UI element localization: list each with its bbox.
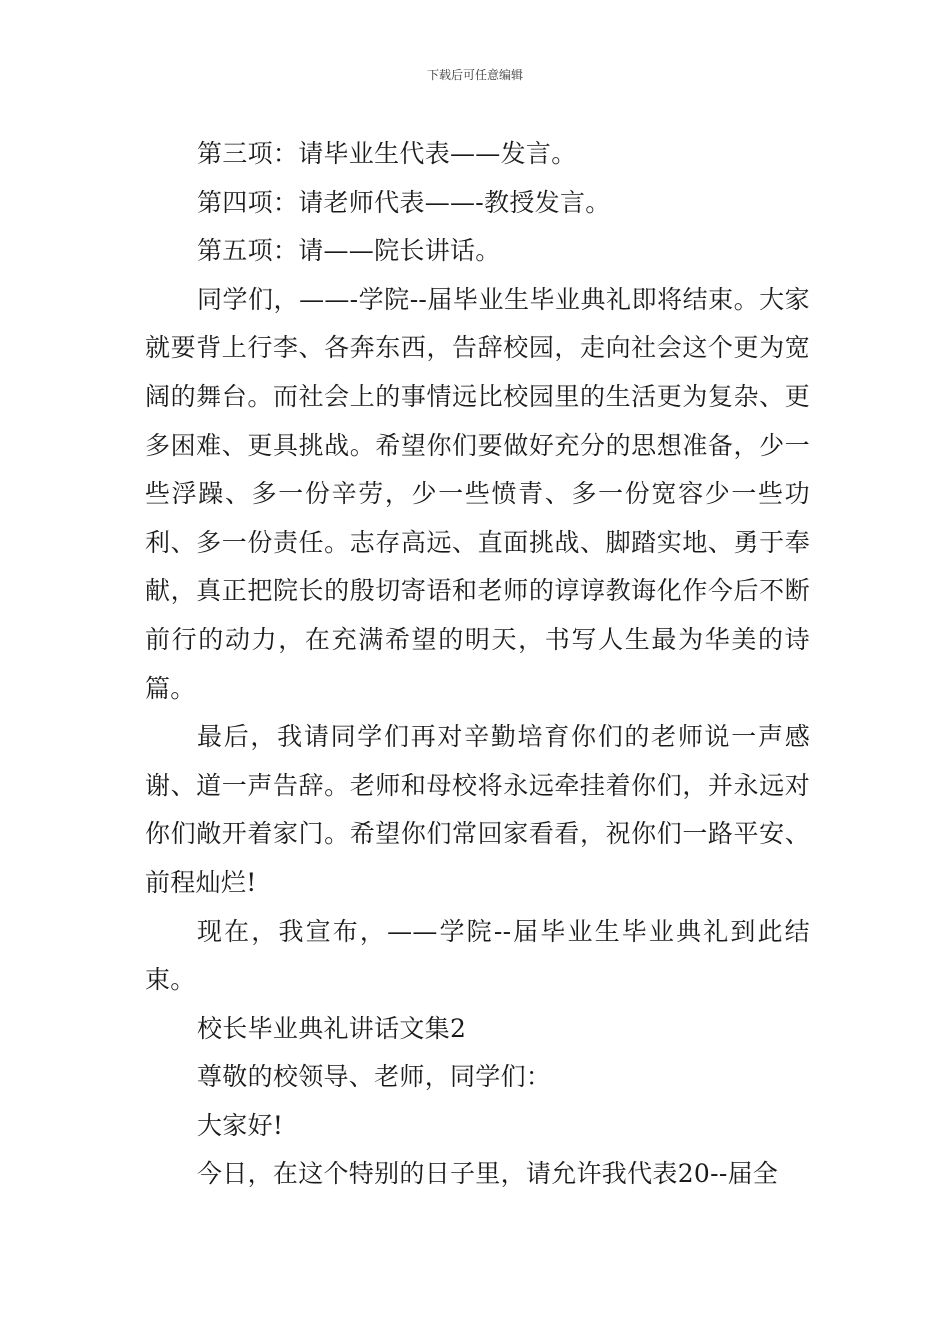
document-body xyxy=(145,130,810,1199)
paragraph-item-4: 第四项：请老师代表——-教授发言。 xyxy=(197,187,611,217)
paragraph-item-3: 第三项：请毕业生代表——发言。 xyxy=(197,139,577,168)
paragraph-closing-remarks: 同学们，——-学院--届毕业生毕业典礼即将结束。大家就要背上行李、各奔东西，告辞校园，走向社会这个更为宽阔的舞台。而社会上的事情远比校园里的生活更为复杂、更多困难、更具挑战。希望你们要做好充分的思想准备，少一些浮躁、多一份辛劳，少一些愤青、多一份宽容少一些功利、多一份责任。志存高远、直面挑战、脚踏实地、勇于奉献，真正把院长的殷切寄语和老师的谆谆教诲化作今后不断前行的动力，在充满希望的明天，书写人生最为华美的诗篇。 xyxy=(145,284,810,703)
page-header-note: 下载后可任意编辑 xyxy=(426,68,523,82)
paragraph-final-thanks: 最后，我请同学们再对辛勤培育你们的老师说一声感谢、道一声告辞。老师和母校将永远牵挂着你们，并永远对你们敞开着家门。希望你们常回家看看，祝你们一路平安、前程灿烂! xyxy=(145,722,810,897)
paragraph-opening: 今日，在这个特别的日子里，请允许我代表20--届全 xyxy=(197,1159,779,1189)
paragraph-announcement: 现在，我宣布，——学院--届毕业生毕业典礼到此结束。 xyxy=(145,916,810,995)
greeting: 大家好! xyxy=(197,1110,284,1140)
salutation: 尊敬的校领导、老师，同学们： xyxy=(197,1062,552,1092)
section-title: 校长毕业典礼讲话文集2 xyxy=(197,1013,467,1043)
paragraph-item-5: 第五项：请——院长讲话。 xyxy=(197,236,501,266)
